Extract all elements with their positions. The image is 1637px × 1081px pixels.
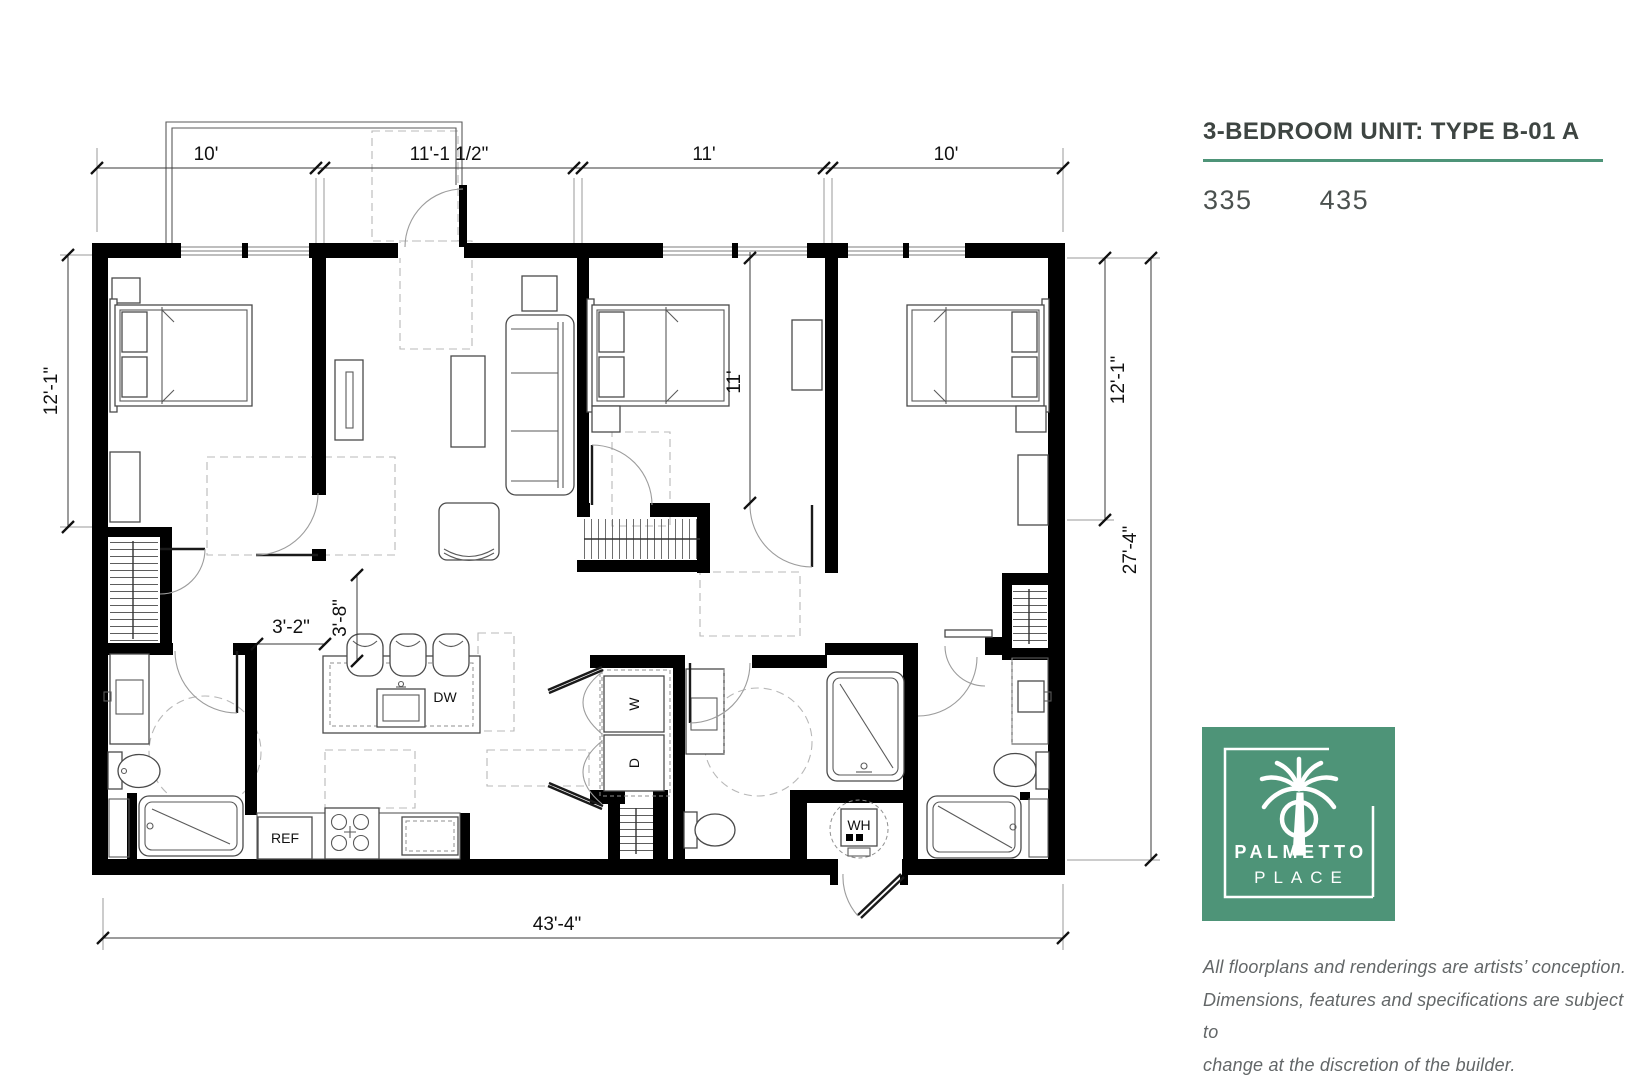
disclaimer-line: All floorplans and renderings are artists’ conception. — [1203, 951, 1637, 984]
dishwasher-label: DW — [433, 689, 457, 705]
bathroom-1 — [104, 654, 243, 857]
unit-number: 435 — [1320, 185, 1370, 215]
dim-right-bedroom3: 12'-1" — [1108, 356, 1129, 404]
dryer-label: D — [626, 758, 642, 768]
dim-right-overall: 27'-4" — [1120, 526, 1141, 574]
water-heater — [830, 800, 888, 858]
disclaimer-line: Dimensions, features and specifications are subject to — [1203, 984, 1637, 1049]
refrigerator-label: REF — [271, 830, 299, 846]
water-heater-label: WH — [847, 817, 870, 833]
bedroom-3-furniture — [907, 299, 1049, 525]
doors — [160, 185, 992, 918]
dim-left-bedroom1: 12'-1" — [41, 367, 62, 415]
washer-label: W — [626, 697, 642, 711]
living-room-furniture — [439, 276, 574, 561]
dim-top-bedroom1: 10' — [194, 144, 219, 165]
dim-top-bedroom2: 11' — [692, 144, 715, 165]
disclaimer-line: change at the discretion of the builder. — [1203, 1049, 1637, 1081]
page-title: 3-BEDROOM UNIT: TYPE B-01 A — [1203, 118, 1603, 162]
unit-number: 335 — [1203, 185, 1253, 215]
logo-name-line2: PLACE — [1254, 868, 1350, 887]
entry-porch — [166, 122, 462, 247]
dim-kitchen-clearance: 3'-2" — [272, 617, 310, 638]
kitchen — [257, 634, 480, 859]
disclaimer-text — [1203, 951, 1637, 1081]
dim-island-depth: 3'-8" — [330, 599, 351, 637]
logo-name-line1: PALMETTO — [1234, 842, 1367, 862]
laundry-closet — [600, 670, 670, 796]
dim-bottom-overall: 43'-4" — [533, 914, 581, 935]
palmetto-place-logo — [1202, 727, 1395, 921]
bathroom-3 — [927, 658, 1051, 858]
unit-numbers — [1203, 185, 1427, 216]
dim-top-living: 11'-1 1/2" — [410, 144, 489, 165]
dim-top-bedroom3: 10' — [934, 144, 959, 165]
bedroom-2-furniture — [587, 299, 822, 432]
dim-bedroom2-width: 11' — [724, 370, 745, 393]
